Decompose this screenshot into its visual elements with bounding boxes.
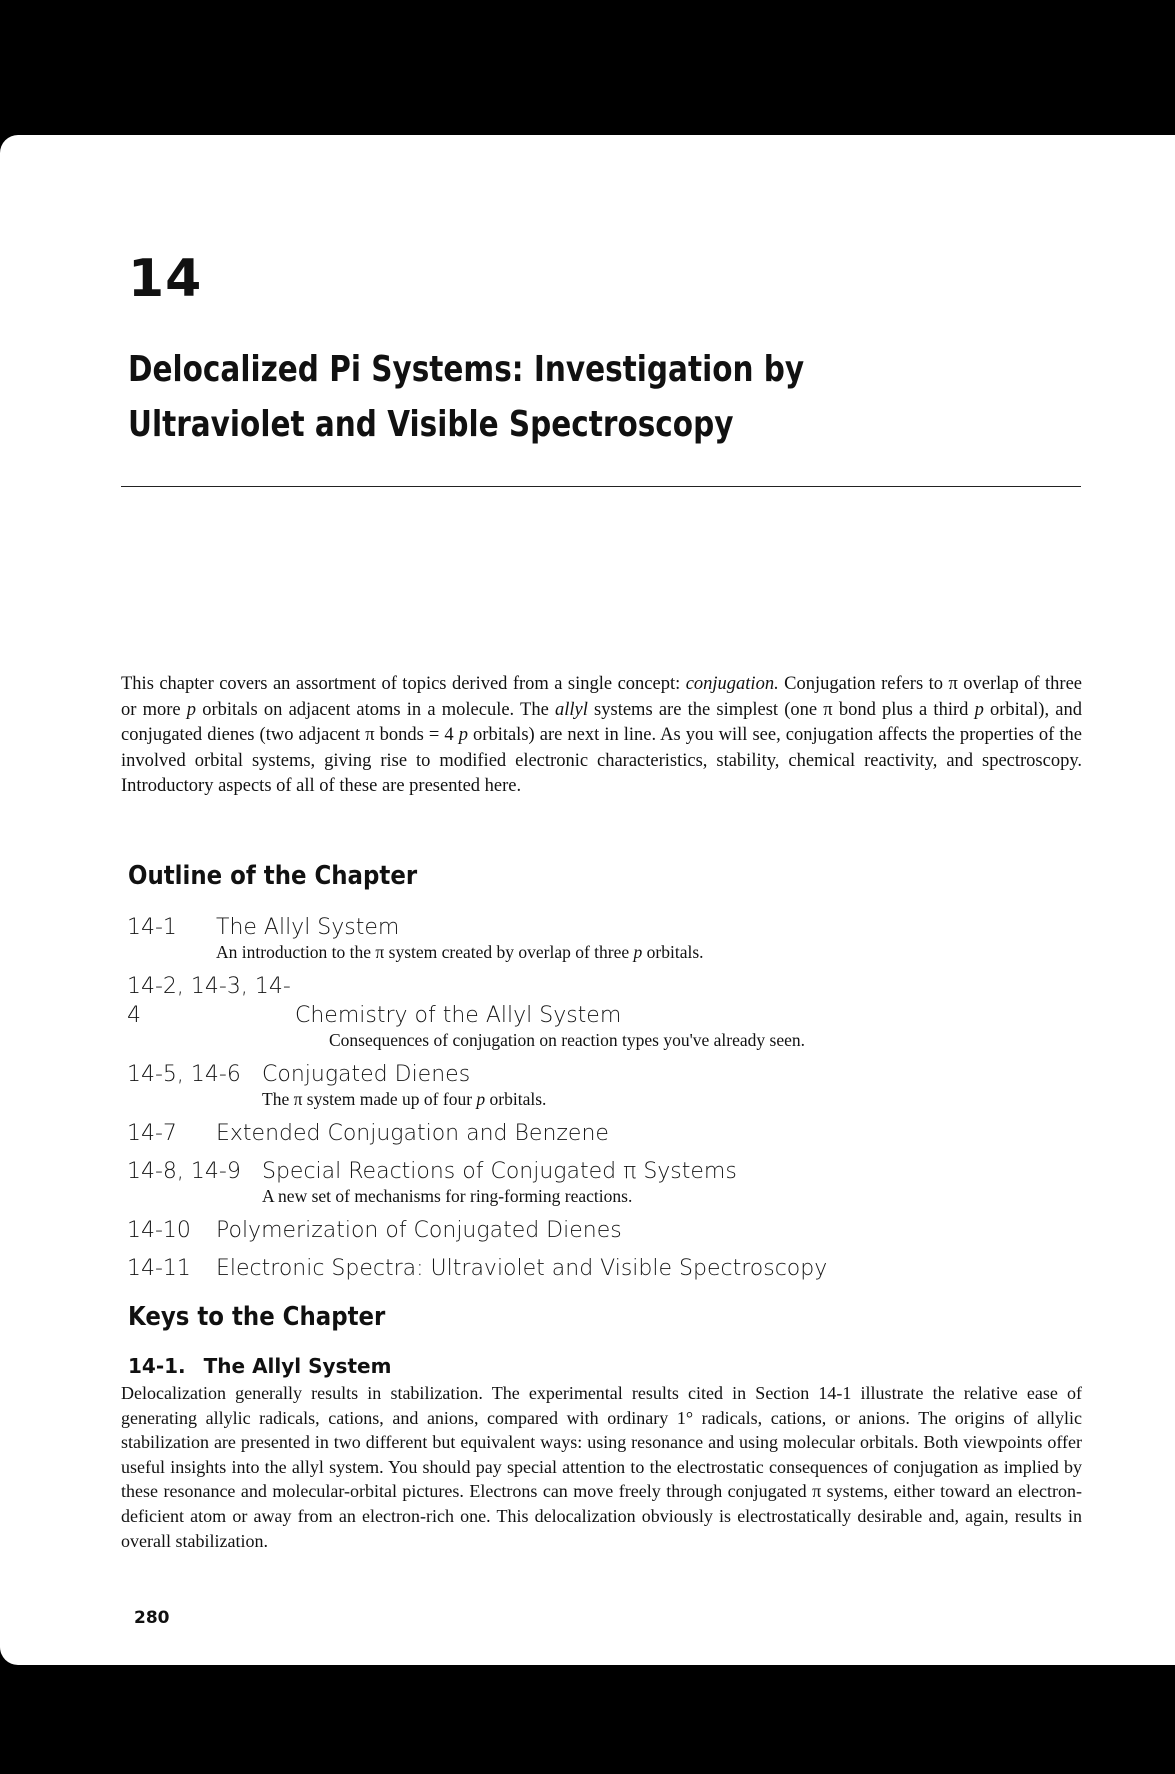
outline-item-number: 14-7 bbox=[127, 1121, 177, 1146]
outline-item bbox=[127, 1216, 1087, 1245]
outline-item-title: Extended Conjugation and Benzene bbox=[216, 1121, 609, 1146]
outline-item-description: A new set of mechanisms for ring-forming reactions. bbox=[262, 1186, 633, 1206]
outline-item bbox=[127, 1157, 1087, 1207]
keys-heading: Keys to the Chapter bbox=[128, 1302, 386, 1332]
outline-item-title: Chemistry of the Allyl System bbox=[295, 1003, 622, 1028]
outline-item bbox=[127, 1119, 1087, 1148]
title-divider bbox=[121, 486, 1081, 487]
page-number: 280 bbox=[134, 1608, 170, 1628]
outline-item-number: 14-11 bbox=[127, 1256, 191, 1281]
outline-item bbox=[127, 1254, 1087, 1283]
outline-item-description: Consequences of conjugation on reaction types you've already seen. bbox=[329, 1030, 805, 1050]
outline-item-number: 14-1 bbox=[127, 915, 177, 940]
outline-item-number: 14-10 bbox=[127, 1218, 191, 1243]
outline-item-title: Conjugated Dienes bbox=[262, 1062, 471, 1087]
outline-item-number: 14-8, 14-9 bbox=[127, 1159, 241, 1184]
section-number: 14-1. bbox=[128, 1354, 186, 1378]
section-title: The Allyl System bbox=[203, 1354, 392, 1378]
outline-item-title: Electronic Spectra: Ultraviolet and Visible Spectroscopy bbox=[216, 1256, 828, 1281]
outline-item-description: The π system made up of four p orbitals. bbox=[262, 1089, 547, 1109]
chapter-number: 14 bbox=[128, 249, 203, 309]
outline-item-title: The Allyl System bbox=[216, 915, 400, 940]
outline-item-description: An introduction to the π system created by overlap of three p orbitals. bbox=[216, 942, 704, 962]
chapter-title: Delocalized Pi Systems: Investigation by Ultraviolet and Visible Spectroscopy bbox=[128, 349, 805, 445]
section-body: Delocalization generally results in stabilization. The experimental results cited in Section 14-1 illustrate the relative ease of generating allylic radicals, cations, and anions, compared with ordinary 1° radicals, cations, or anions. The origins of allylic stabilization are presented in two different but equivalent ways: using resonance and using molecular orbitals. Both viewpoints offer useful insights into the allyl system. You should pay special attention to the electrostatic consequences of conjugation as implied by these resonance and molecular-orbital pictures. Electrons can move freely through conjugated π systems, either toward an electron-deficient atom or away from an electron-rich one. This delocalization obviously is electrostatically desirable and, again, results in overall stabilization. bbox=[121, 1383, 1082, 1551]
outline-item-title: Special Reactions of Conjugated π Systems bbox=[262, 1159, 737, 1184]
section-heading bbox=[128, 1356, 391, 1376]
intro-paragraph: This chapter covers an assortment of topics derived from a single concept: conjugation. Conjugation refers to π overlap of three or more p orbitals on adjacent atoms in a molecule. The allyl systems are the simplest (one π bond plus a third p orbital), and conjugated dienes (two adjacent π bonds = 4 p orbitals) are next in line. As you will see, conjugation affects the properties of the involved orbital systems, giving rise to modified electronic characteristics, stability, chemical reactivity, and spectroscopy. Introductory aspects of all of these are presented here. bbox=[121, 674, 1083, 796]
outline-item-title: Polymerization of Conjugated Dienes bbox=[216, 1218, 622, 1243]
outline-item bbox=[127, 913, 1087, 963]
outline-heading: Outline of the Chapter bbox=[128, 861, 418, 891]
outline-item-number: 14-2, 14-3, 14-4 bbox=[127, 974, 291, 1028]
outline-item bbox=[127, 972, 1087, 1051]
outline-item bbox=[127, 1060, 1087, 1110]
outline-item-number: 14-5, 14-6 bbox=[127, 1062, 241, 1087]
outline-list bbox=[127, 913, 1087, 1292]
